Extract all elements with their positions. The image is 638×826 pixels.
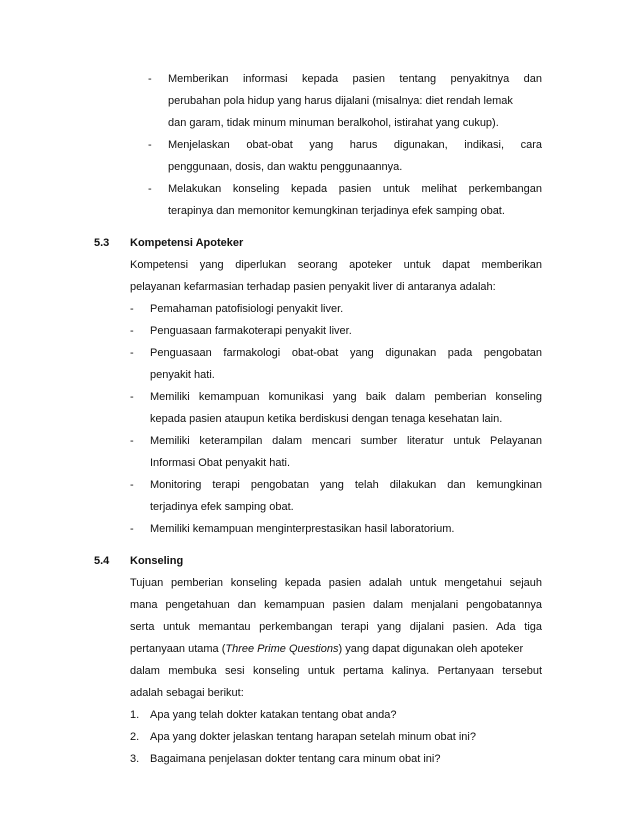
question-number: 3. — [130, 753, 140, 765]
list-item-line: penyakit hati. — [150, 369, 215, 381]
question-number: 2. — [130, 731, 140, 743]
list-item-line: perubahan pola hidup yang harus dijalani (misalnya: diet rendah lemak — [168, 95, 513, 107]
section-number: 5.4 — [94, 555, 110, 567]
bullet-dash: - — [130, 325, 134, 337]
paragraph-line: Tujuan pemberian konseling kepada pasien adalah untuk mengetahui sejauh — [130, 577, 542, 589]
list-item-line: Monitoring terapi pengobatan yang telah dilakukan dan kemungkinan — [150, 479, 542, 491]
bullet-dash: - — [148, 139, 152, 151]
list-item-line: Memberikan informasi kepada pasien tentang penyakitnya dan — [168, 73, 542, 85]
list-item-line: Penguasaan farmakoterapi penyakit liver. — [150, 325, 352, 337]
list-item-line: Penguasaan farmakologi obat-obat yang digunakan pada pengobatan — [150, 347, 542, 359]
question-text: Apa yang dokter jelaskan tentang harapan setelah minum obat ini? — [150, 731, 476, 743]
paragraph-line: dalam membuka sesi konseling untuk pertama kalinya. Pertanyaan tersebut — [130, 665, 542, 677]
section-heading: Kompetensi Apoteker — [130, 237, 244, 249]
list-item-line: Memiliki keterampilan dalam mencari sumber literatur untuk Pelayanan — [150, 435, 542, 447]
bullet-dash: - — [130, 303, 134, 315]
list-item-line: dan garam, tidak minum minuman beralkohol, istirahat yang cukup). — [168, 117, 499, 129]
list-item-line: Menjelaskan obat-obat yang harus digunakan, indikasi, cara — [168, 139, 542, 151]
bullet-dash: - — [130, 347, 134, 359]
emphasis-text: Three Prime Questions — [225, 643, 339, 655]
paragraph-line: mana pengetahuan dan kemampuan pasien dalam menjalani pengobatannya — [130, 599, 542, 611]
bullet-dash: - — [148, 183, 152, 195]
text-segment: ) yang dapat digunakan oleh apoteker — [338, 643, 524, 655]
list-item-line: Informasi Obat penyakit hati. — [150, 457, 291, 469]
paragraph-line — [130, 642, 523, 656]
paragraph-line: adalah sebagai berikut: — [130, 687, 244, 699]
bullet-dash: - — [130, 479, 134, 491]
question-text: Bagaimana penjelasan dokter tentang cara minum obat ini? — [150, 753, 441, 765]
list-item-line: terapinya dan memonitor kemungkinan terjadinya efek samping obat. — [168, 205, 505, 217]
text-segment: pertanyaan utama ( — [130, 643, 226, 655]
bullet-dash: - — [130, 523, 134, 535]
paragraph-line: Kompetensi yang diperlukan seorang apoteker untuk dapat memberikan — [130, 259, 542, 271]
list-item-line: terjadinya efek samping obat. — [150, 501, 294, 513]
list-item-line: penggunaan, dosis, dan waktu penggunaannya. — [168, 161, 403, 173]
bullet-dash: - — [148, 73, 152, 85]
paragraph-line: pelayanan kefarmasian terhadap pasien penyakit liver di antaranya adalah: — [130, 281, 496, 293]
list-item-line: Memiliki kemampuan komunikasi yang baik dalam pemberian konseling — [150, 391, 542, 403]
question-text: Apa yang telah dokter katakan tentang obat anda? — [150, 709, 397, 721]
section-number: 5.3 — [94, 237, 110, 249]
paragraph-line: serta untuk memantau perkembangan terapi yang dijalani pasien. Ada tiga — [130, 621, 542, 633]
bullet-dash: - — [130, 435, 134, 447]
list-item-line: Pemahaman patofisiologi penyakit liver. — [150, 303, 344, 315]
list-item-line: Memiliki kemampuan menginterprestasikan hasil laboratorium. — [150, 523, 455, 535]
question-number: 1. — [130, 709, 140, 721]
bullet-dash: - — [130, 391, 134, 403]
list-item-line: Melakukan konseling kepada pasien untuk melihat perkembangan — [168, 183, 542, 195]
section-heading: Konseling — [130, 555, 184, 567]
list-item-line: kepada pasien ataupun ketika berdiskusi dengan tenaga kesehatan lain. — [150, 413, 503, 425]
